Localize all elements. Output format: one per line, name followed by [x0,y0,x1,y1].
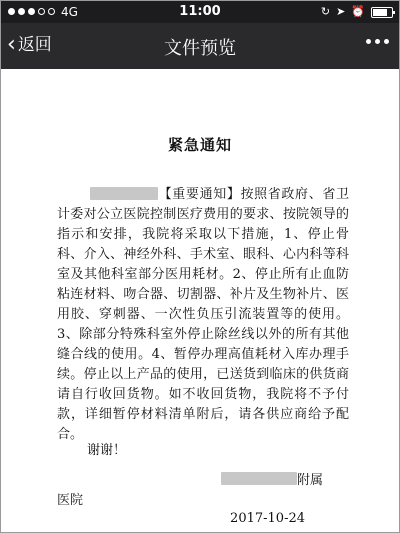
navigation-bar [1,23,399,69]
redacted-hospital-name [90,187,158,200]
chevron-left-icon: ‹ [7,32,16,57]
document-title: 紧急通知 [167,136,232,154]
redacted-university-name [221,472,297,485]
status-bar [1,1,399,23]
more-icon [366,39,371,44]
page-title: 文件预览 [164,38,236,59]
signature-hospital: 医院 [57,493,84,508]
thanks-text: 谢谢！ [87,443,127,458]
battery-icon [371,7,393,18]
carrier-label: 4G [61,5,78,19]
rotation-lock-icon: ↻ [320,5,331,18]
signature-suffix: 附属 [296,473,323,488]
back-button[interactable] [7,33,52,57]
alarm-icon: ⏰ [351,5,365,18]
more-options-button[interactable] [366,39,389,44]
document-date: 2017-10-24 [230,511,305,526]
status-time: 11:00 [179,4,221,19]
location-icon: ➤ [336,5,346,18]
signature-line [221,469,323,488]
document-preview[interactable] [1,69,399,532]
document-body-text: 【重要通知】按照省政府、省卫计委对公立医院控制医疗费用的要求、按院领导的指示和安排，我院将采取以下措施，1、停止骨科、介入、神经外科、手术室、眼科、心内科等科室及其他科室部分医用耗材。2、停止所有止血防粘连材料、吻合器、切割器、补片及生物补片、医用胶、穿刺器、一次性负压引流装置等的使用。3、除部分特殊科室外停止除丝线以外的所有其他缝合线的使用。4、暂停办理高值耗材入库办理手续。停止以上产品的使用，已送货到临床的供货商请自行收回货物。如不收回货物，我院将不予付款，详细暂停材料清单附后，请各供应商给予配合。 [57,187,349,442]
document-body [57,185,349,445]
back-label: 返回 [17,35,52,55]
